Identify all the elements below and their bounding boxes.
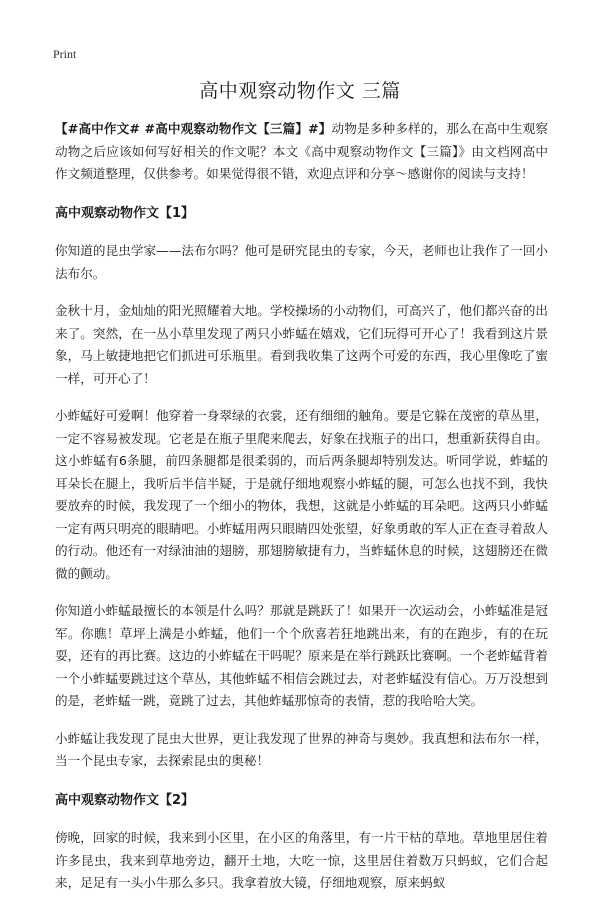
intro-tags: 【#高中作文# #高中观察动物作文【三篇】#】 — [55, 121, 332, 136]
article-body — [55, 118, 548, 910]
section-heading-1: 高中观察动物作文【1】 — [55, 205, 195, 221]
print-link[interactable]: Print — [53, 47, 77, 61]
section-1-paragraph-1: 你知道的昆虫学家——法布尔吗？他可是研究昆虫的专家，今天，老师也让我作了一回小法布尔。 — [55, 243, 548, 281]
section-heading-2: 高中观察动物作文【2】 — [55, 792, 195, 808]
section-1-paragraph-3: 小蚱蜢好可爱啊！他穿着一身翠绿的衣裳，还有细细的触角。要是它躲在茂密的草丛里，一定不容易被发现。它老是在瓶子里爬来爬去，好象在找瓶子的出口，想重新获得自由。这小蚱蜢有6条腿，前四条腿都是很柔弱的，而后两条腿却特别发达。听同学说，蚱蜢的耳朵长在腿上，我听后半信半疑，于是就仔细地观察小蚱蜢的腿，可怎么也找不到，我快要放弃的时候，我发现了一个细小的物体，我想，这就是小蚱蜢的耳朵吧。这两只小蚱蜢一定有两只明亮的眼睛吧。小蚱蜢用两只眼睛四处张望，好象勇敢的军人正在查寻着敌人的行动。他还有一对绿油油的翅膀，那翅膀敏捷有力，当蚱蜢休息的时候，这翅膀还在微微的颤动。 — [55, 408, 548, 581]
section-1-paragraph-2: 金秋十月，金灿灿的阳光照耀着大地。学校操场的小动物们，可高兴了，他们都兴奋的出来了。突然，在一丛小草里发现了两只小蚱蜢在嬉戏，它们玩得可开心了！我看到这片景象，马上敏捷地把它们抓进可乐瓶里。看到我收集了这两个可爱的东西，我心里像吃了蜜一样，可开心了！ — [55, 303, 548, 386]
page-title: 高中观察动物作文 三篇 — [199, 80, 401, 102]
section-2-paragraph-1: 傍晚，回家的时候，我来到小区里，在小区的角落里，有一片干枯的草地。草地里居住着许多昆虫，我来到草地旁边，翻开土地，大吃一惊，这里居住着数万只蚂蚁，它们合起来，足足有一头小牛那么多只。我拿着放大镜，仔细地观察，原来蚂蚁 — [55, 830, 548, 890]
section-1-paragraph-5: 小蚱蜢让我发现了昆虫大世界，更让我发现了世界的神奇与奥妙。我真想和法布尔一样，当一个昆虫专家，去探索昆虫的奥秘！ — [55, 730, 548, 768]
intro-paragraph — [55, 118, 548, 186]
section-1-paragraph-4: 你知道小蚱蜢最擅长的本领是什么吗？那就是跳跃了！如果开一次运动会，小蚱蜢准是冠军。你瞧！草坪上满是小蚱蜢，他们一个个欣喜若狂地跳出来，有的在跑步，有的在玩耍，还有的再比赛。这边的小蚱蜢在干吗呢？原来是在举行跳跃比赛啊。一个老蚱蜢背着一个小蚱蜢要跳过这个草丛，其他蚱蜢不相信会跳过去，对老蚱蜢没有信心。万万没想到的是，老蚱蜢一跳，竟跳了过去，其他蚱蜢那惊奇的表情，惹的我哈哈大笑。 — [55, 603, 548, 708]
intro-text: 动物是多种多样的，那么在高中生观察动物之后应该如何写好相关的作文呢？本文《高中观察动物作文【三篇】》由文档网高中作文频道整理，仅供参考。如果觉得很不错，欢迎点评和分享～感谢你的阅读与支持！ — [55, 121, 549, 181]
